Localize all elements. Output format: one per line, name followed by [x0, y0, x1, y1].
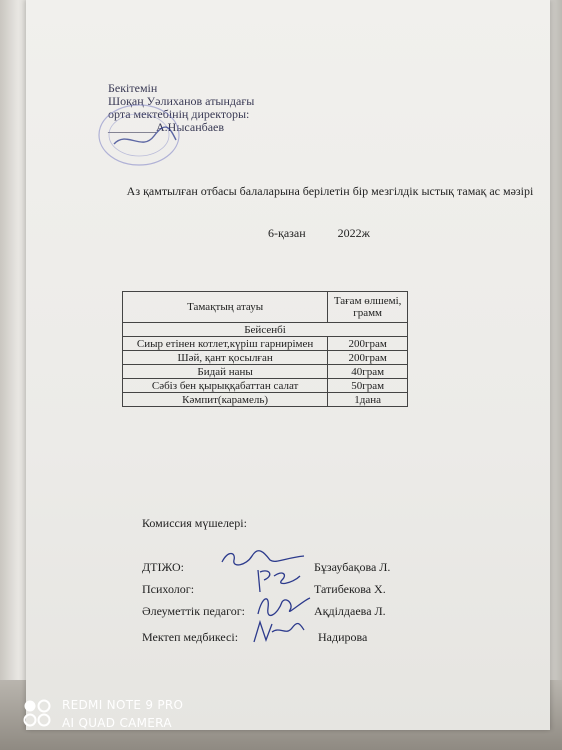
camera-logo-icon: [22, 698, 52, 728]
date-day: 6-қазан: [268, 226, 306, 240]
member-role: ДТІЖО:: [142, 560, 184, 574]
portion-size: 1дана: [328, 393, 408, 407]
background-right-sheet: [548, 0, 562, 750]
date-year: 2022ж: [337, 226, 370, 240]
dish-name: Кәмпит(карамель): [123, 393, 328, 407]
member-role: Мектеп медбикесі:: [142, 630, 239, 644]
watermark-camera: AI QUAD CAMERA: [62, 716, 172, 730]
table-row: [123, 351, 408, 365]
member-name: Бұзаубақова Л.: [314, 560, 391, 574]
table-row: [123, 379, 408, 393]
commission-heading: Комиссия мүшелері:: [142, 516, 247, 530]
document-title: Аз қамтылған отбасы балаларына берілетін бір мезгілдік ыстық тамақ ас мәзірі: [126, 184, 534, 198]
menu-day-row: [123, 323, 408, 337]
member-name: Ақділдаева Л.: [314, 604, 386, 618]
table-row: [123, 365, 408, 379]
dish-name: Бидай наны: [123, 365, 328, 379]
portion-size: 40грам: [328, 365, 408, 379]
portion-size: 200грам: [328, 337, 408, 351]
approval-position: орта мектебінің директоры:: [108, 107, 250, 121]
portion-size: 200грам: [328, 351, 408, 365]
dish-name: Шәй, қант қосылған: [123, 351, 328, 365]
menu-day: Бейсенбі: [123, 323, 408, 337]
table-row: [123, 393, 408, 407]
approval-signatory: ________А.Нысанбаев: [108, 120, 225, 134]
signature-icon: [254, 592, 314, 620]
menu-table-header: [123, 292, 408, 323]
table-row: [123, 337, 408, 351]
member-role: Әлеуметтік педагог:: [142, 604, 245, 618]
commission-member: [142, 630, 368, 645]
commission-member: [142, 560, 391, 575]
approval-school: Шоқаң Уәлиханов атындағы: [108, 94, 255, 108]
commission-member: [142, 582, 386, 597]
member-role: Психолог:: [142, 582, 195, 596]
commission-member: [142, 604, 386, 619]
signature-icon: [250, 618, 306, 646]
approval-heading: Бекітемін: [108, 81, 158, 95]
member-name: Надирова: [318, 630, 368, 644]
menu-table: [122, 291, 408, 407]
header-dish-name: Тамақтың атауы: [123, 292, 328, 323]
dish-name: Сәбіз бен қырыққабаттан салат: [123, 379, 328, 393]
school-stamp: [92, 100, 187, 170]
watermark-model: REDMI NOTE 9 PRO: [62, 698, 184, 712]
document-date: [268, 226, 370, 241]
portion-size: 50грам: [328, 379, 408, 393]
member-name: Татибекова Х.: [314, 582, 386, 596]
dish-name: Сиыр етінен котлет,күріш гарнирімен: [123, 337, 328, 351]
header-portion-size: Тағам өлшемі, грамм: [328, 292, 408, 323]
